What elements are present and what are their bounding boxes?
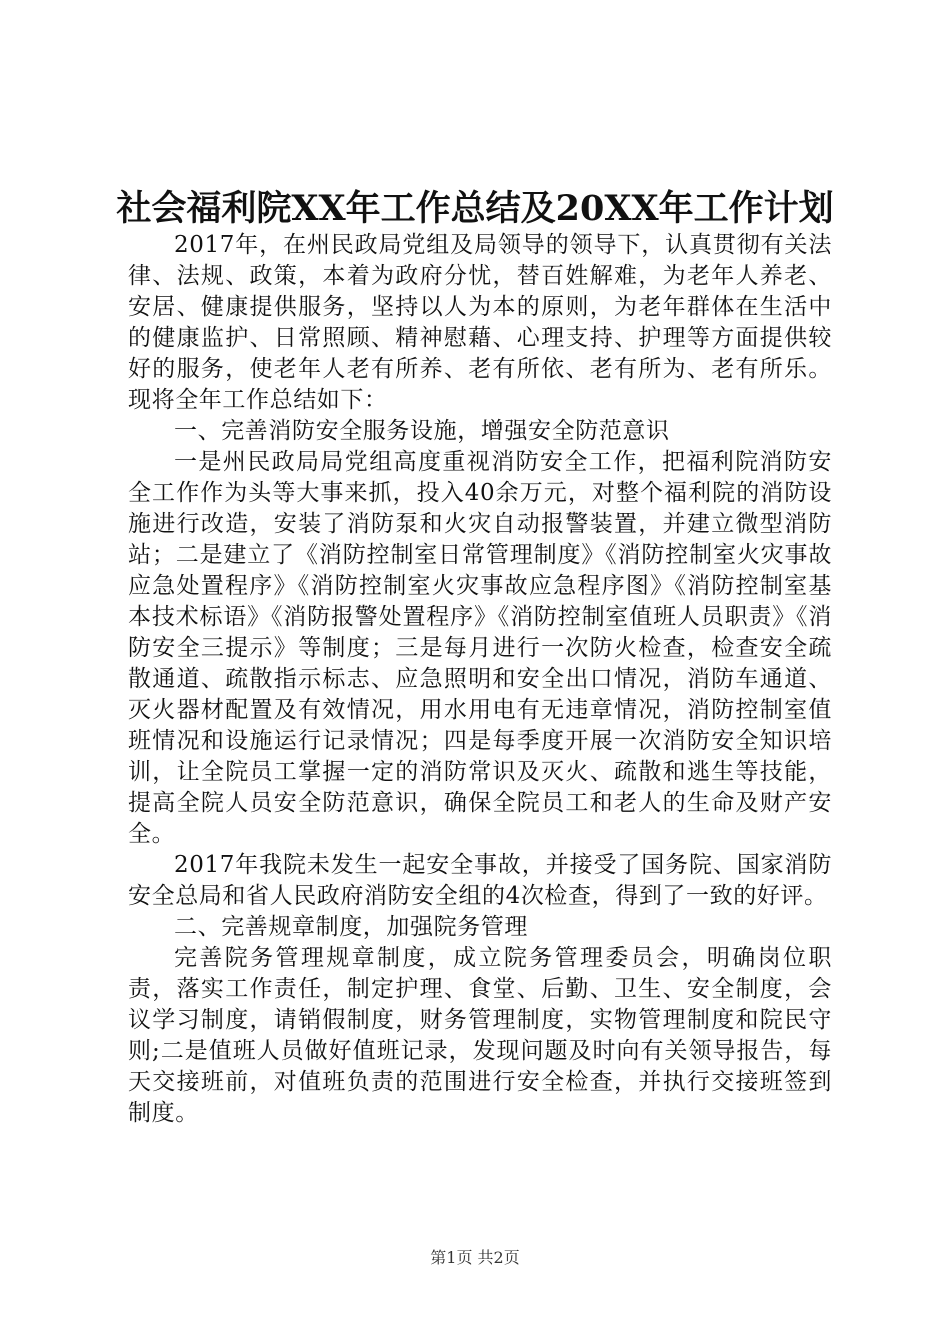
document-body bbox=[128, 230, 832, 1129]
section-heading-2: 二、完善规章制度，加强院务管理 bbox=[174, 914, 528, 940]
paragraph-intro: 2017年，在州民政局党组及局领导的领导下，认真贯彻有关法律、法规、政策，本着为政府分忧，替百姓解难，为老年人养老、安居、健康提供服务，坚持以人为本的原则，为老年群体在生活中的健康监护、日常照顾、精神慰藉、心理支持、护理等方面提供较好的服务，使老年人老有所养、老有所依、老有所为、老有所乐。现将全年工作总结如下： bbox=[128, 232, 832, 413]
paragraph-inspection-result: 2017年我院未发生一起安全事故，并接受了国务院、国家消防安全总局和省人民政府消防安全组的4次检查，得到了一致的好评。 bbox=[128, 852, 832, 909]
page-footer: 第1页 共2页 bbox=[430, 1248, 520, 1267]
document-title: 社会福利院XX年工作总结及20XX年工作计划 bbox=[116, 188, 834, 229]
paragraph-fire-safety: 一是州民政局局党组高度重视消防安全工作，把福利院消防安全工作作为头等大事来抓，投入40余万元，对整个福利院的消防设施进行改造，安装了消防泵和火灾自动报警装置，并建立微型消防站；二是建立了《消防控制室日常管理制度》《消防控制室火灾事故应急处置程序》《消防控制室火灾事故应急程序图》《消防控制室基本技术标语》《消防报警处置程序》《消防控制室值班人员职责》《消防安全三提示》等制度；三是每月进行一次防火检查，检查安全疏散通道、疏散指示标志、应急照明和安全出口情况，消防车通道、灭火器材配置及有效情况，用水用电有无违章情况，消防控制室值班情况和设施运行记录情况；四是每季度开展一次消防安全知识培训，让全院员工掌握一定的消防常识及灭火、疏散和逃生等技能，提高全院人员安全防范意识，确保全院员工和老人的生命及财产安全。 bbox=[128, 449, 832, 847]
section-heading-1: 一、完善消防安全服务设施，增强安全防范意识 bbox=[174, 418, 670, 444]
paragraph-regulations: 完善院务管理规章制度，成立院务管理委员会，明确岗位职责，落实工作责任，制定护理、食堂、后勤、卫生、安全制度，会议学习制度，请销假制度，财务管理制度，实物管理制度和院民守则;二是值班人员做好值班记录，发现问题及时向有关领导报告，每天交接班前，对值班负责的范围进行安全检查，并执行交接班签到制度。 bbox=[128, 945, 832, 1126]
